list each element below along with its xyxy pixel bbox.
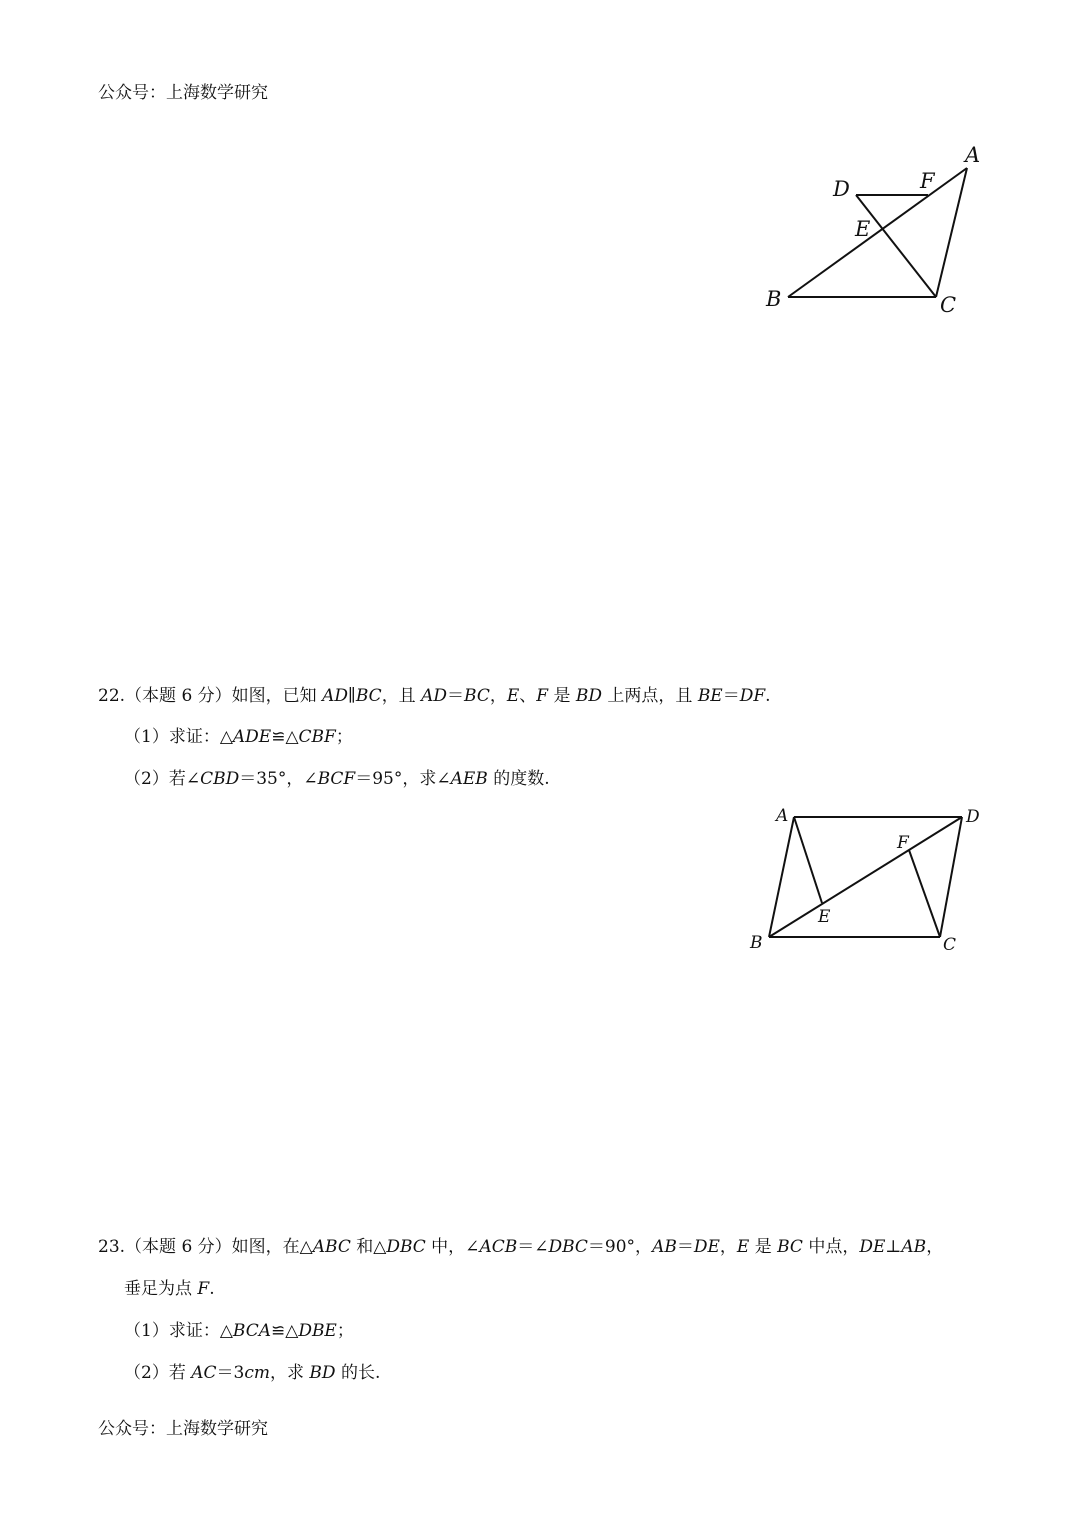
label-b: B	[766, 287, 782, 311]
question-23-part-1: （1）求证：△BCA≌△DBE；	[124, 1321, 354, 1341]
question-number: 22.	[98, 686, 126, 706]
label-f: F	[920, 169, 935, 193]
question-number: 23.	[98, 1237, 126, 1257]
question-score: （本题 6 分）	[125, 1237, 232, 1257]
segment-ae	[794, 817, 822, 903]
label-a: A	[965, 143, 981, 167]
question-22-part-2: （2）若∠CBD＝35°，∠BCF＝95°，求∠AEB 的度数.	[124, 769, 550, 789]
question-22-stem: 22.（本题 6 分）如图，已知 AD∥BC，且 AD＝BC，E、F 是 BD 上两点，且 BE＝DF.	[98, 686, 771, 706]
label-e: E	[855, 217, 871, 241]
page-header	[98, 78, 268, 103]
footer-text: 公众号：上海数学研究	[98, 1419, 268, 1439]
label-e: E	[818, 907, 831, 927]
label-d: D	[833, 177, 850, 201]
figure-triangle-dfeabc	[760, 140, 990, 320]
header-text: 公众号：上海数学研究	[98, 83, 268, 103]
label-b: B	[750, 933, 763, 953]
segment-fc	[909, 850, 940, 937]
segment-ab	[769, 817, 794, 937]
question-23-part-2: （2）若 AC＝3cm，求 BD 的长.	[124, 1363, 381, 1383]
page-footer	[98, 1414, 268, 1439]
question-23-stem: 23.（本题 6 分）如图，在△ABC 和△DBC 中，∠ACB＝∠DBC＝90°，AB＝DE，E 是 BC 中点，DE⊥AB，	[98, 1237, 944, 1257]
segment-dc	[940, 817, 962, 937]
label-a: A	[776, 806, 789, 826]
label-c: C	[943, 935, 957, 955]
label-d: D	[966, 807, 980, 827]
question-score: （本题 6 分）	[125, 686, 232, 706]
segment-dc	[856, 195, 936, 297]
figure-quadrilateral-abcd	[745, 800, 990, 960]
question-23-stem-line-2: 垂足为点 F.	[124, 1279, 215, 1299]
question-22-part-1: （1）求证：△ADE≌△CBF；	[124, 727, 353, 747]
label-f: F	[897, 833, 909, 853]
label-c: C	[940, 293, 957, 317]
